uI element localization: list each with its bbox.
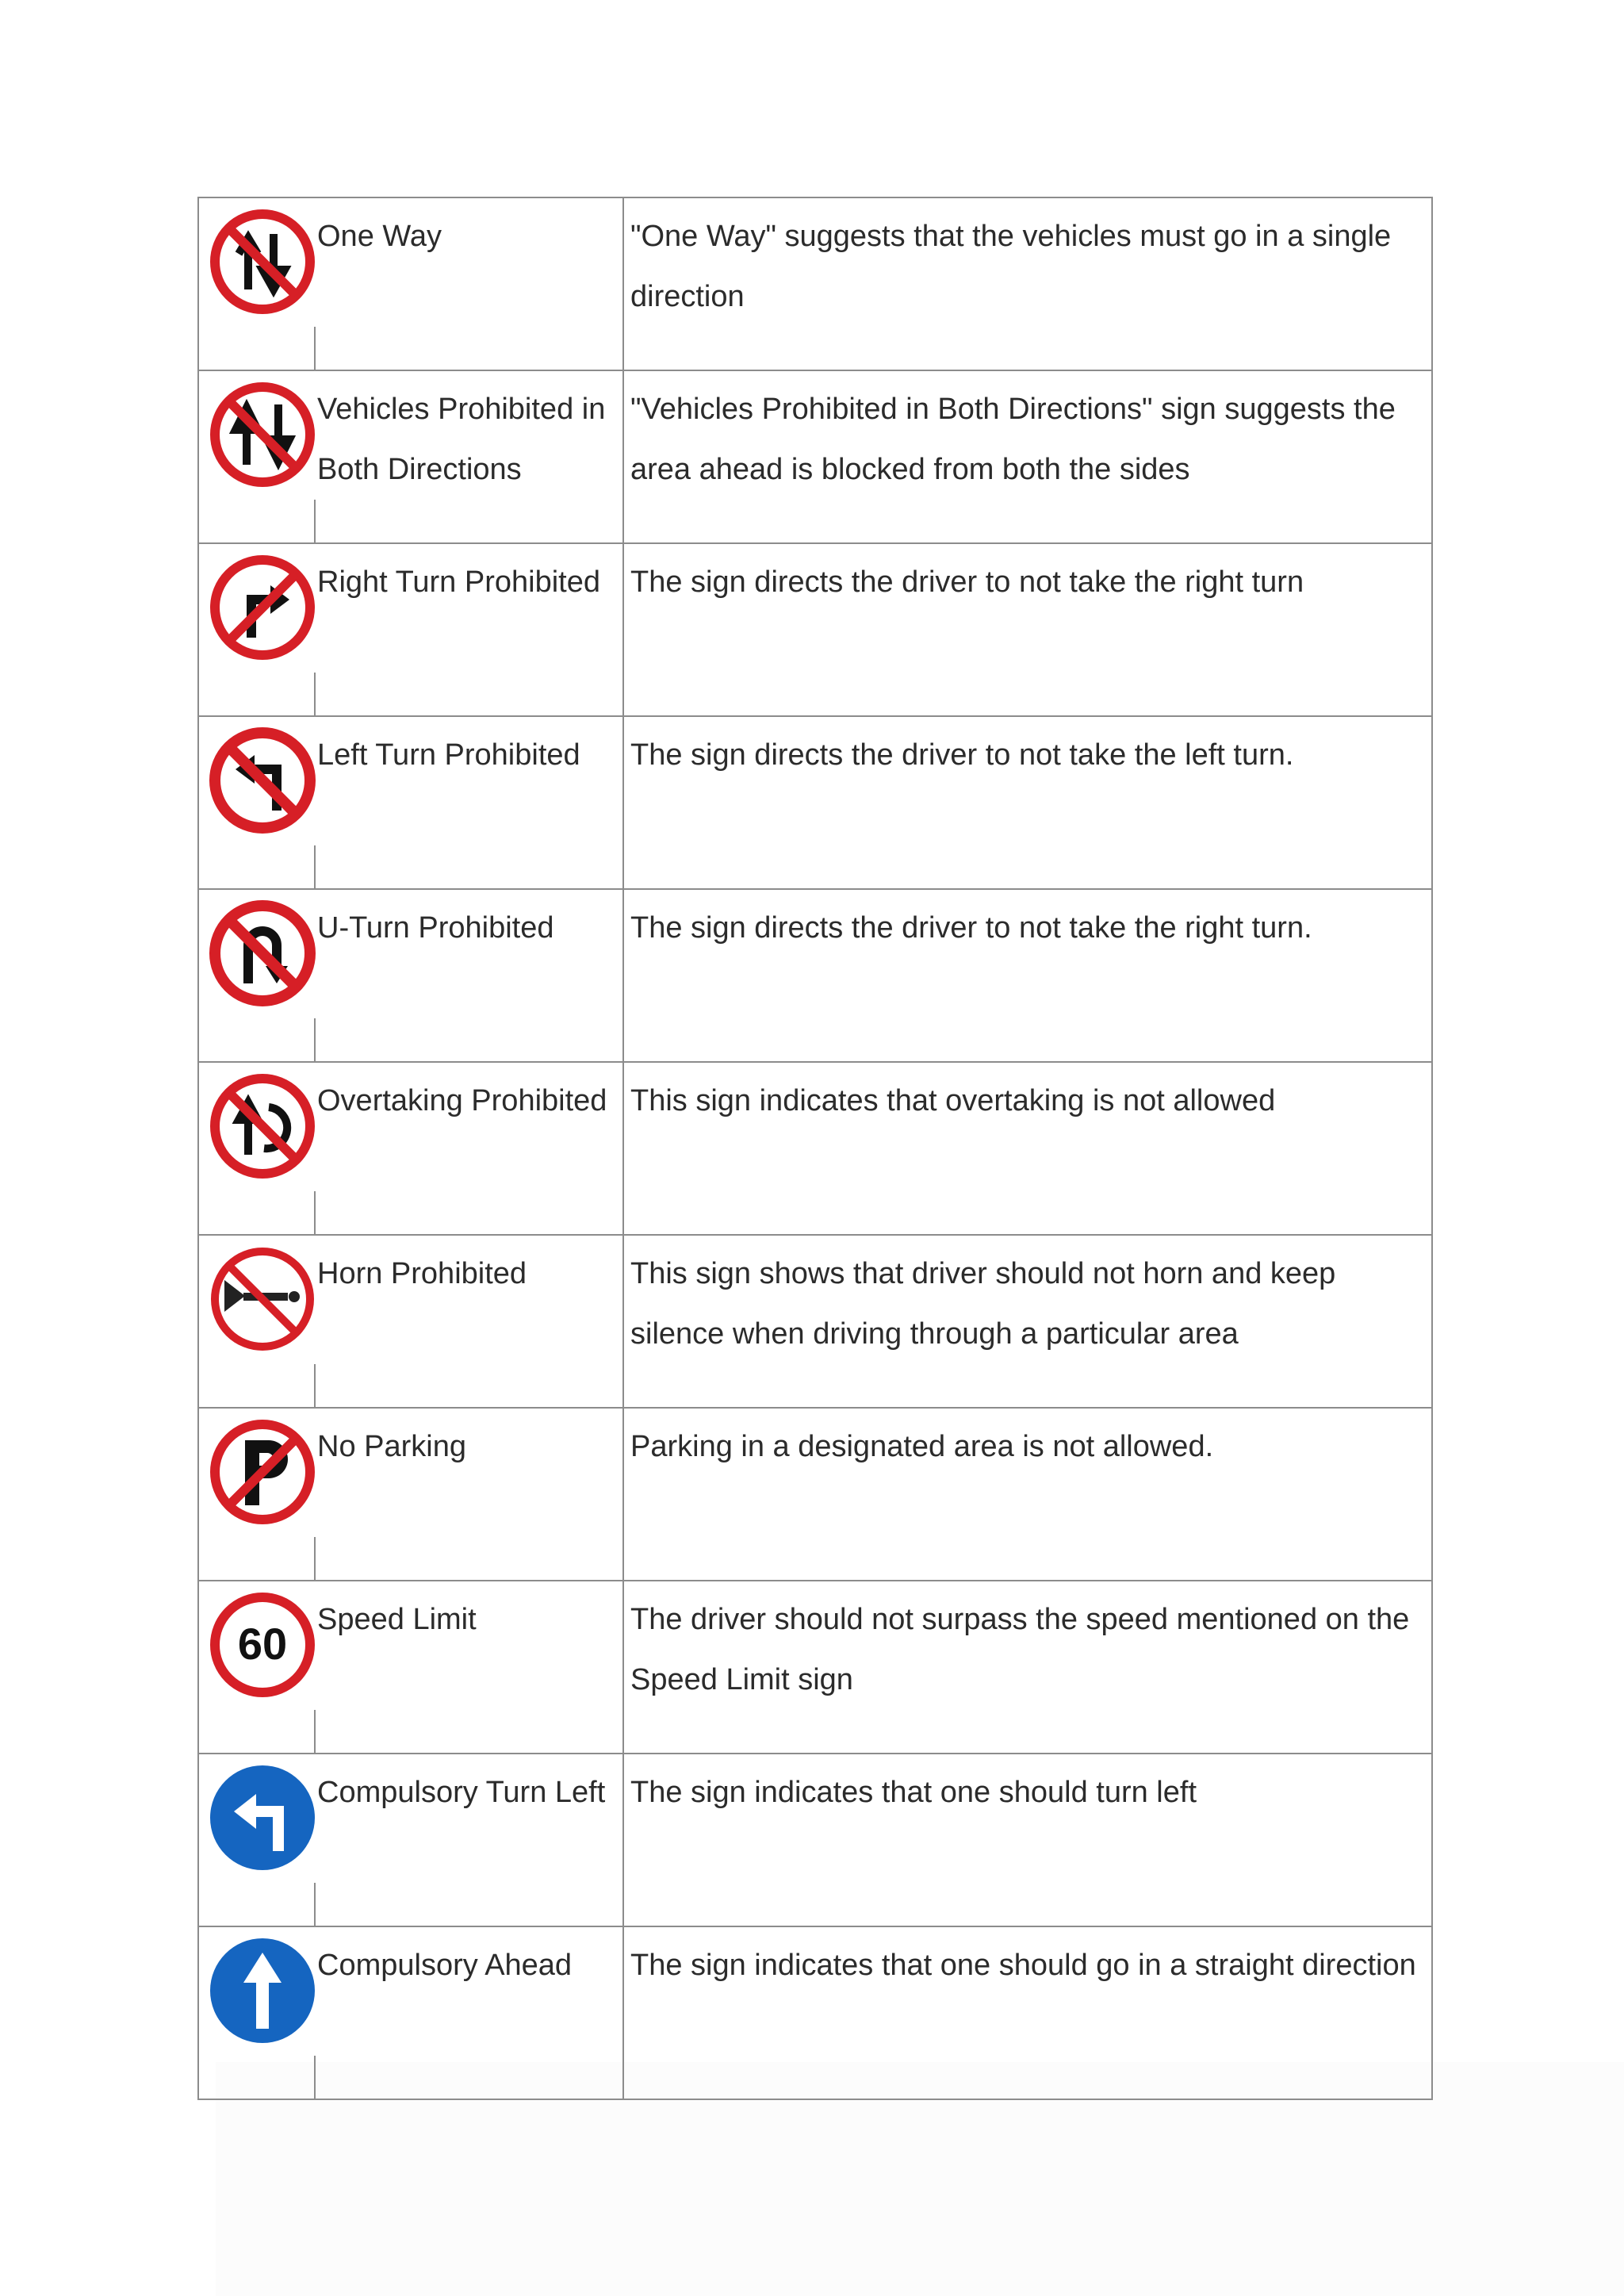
sign-name: Speed Limit [317,1603,477,1636]
cell-divider [314,1364,316,1407]
sign-description: The sign indicates that one should go in a straight direction [630,1949,1416,1982]
cell-divider [314,1883,316,1926]
table-row [198,1581,1432,1754]
compulsory-ahead-icon [207,1935,318,2046]
sign-name-cell [314,543,623,716]
speed-limit-value: 60 [237,1619,288,1669]
sign-description-cell [623,889,1432,1062]
sign-name-cell [314,1408,623,1581]
sign-name-cell [314,1581,623,1754]
sign-name: Right Turn Prohibited [317,565,600,599]
table-row [198,197,1432,370]
sign-description: The sign indicates that one should turn left [630,1776,1197,1809]
sign-name: Vehicles Prohibited in Both Directions [317,393,606,486]
table-row [198,1926,1432,2099]
sign-name: No Parking [317,1430,466,1463]
sign-description-cell [623,543,1432,716]
sign-description-cell [623,1062,1432,1235]
table-row [198,1408,1432,1581]
sign-icon-cell [198,370,314,543]
sign-name-cell [314,716,623,889]
sign-name: Left Turn Prohibited [317,738,580,772]
cell-divider [314,1018,316,1061]
table-row [198,1062,1432,1235]
sign-icon-cell [198,543,314,716]
sign-name: Overtaking Prohibited [317,1084,607,1117]
cell-divider [314,1191,316,1234]
sign-name-cell [314,889,623,1062]
sign-name-cell [314,197,623,370]
sign-icon-cell [198,197,314,370]
traffic-signs-table [197,197,1433,2100]
sign-name-cell [314,1062,623,1235]
cell-divider [314,2056,316,2099]
no-parking-icon [207,1416,318,1527]
table-row [198,370,1432,543]
vehicles-prohibited-both-directions-icon [207,379,318,490]
sign-description-cell [623,1754,1432,1926]
sign-name: Horn Prohibited [317,1257,527,1290]
cell-divider [314,327,316,370]
sign-description-cell [623,1926,1432,2099]
sign-name-cell [314,370,623,543]
one-way-prohibited-icon [207,206,318,317]
sign-icon-cell [198,716,314,889]
sign-description-cell [623,370,1432,543]
sign-name-cell [314,1235,623,1408]
overtaking-prohibited-icon [207,1071,318,1182]
sign-icon-cell [198,1408,314,1581]
table-row [198,889,1432,1062]
sign-description: The driver should not surpass the speed mentioned on the Speed Limit sign [630,1603,1410,1696]
sign-description: The sign directs the driver to not take the right turn [630,565,1304,599]
horn-prohibited-icon [207,1244,318,1355]
sign-description: This sign indicates that overtaking is not allowed [630,1084,1276,1117]
sign-description: "One Way" suggests that the vehicles must go in a single direction [630,220,1392,313]
sign-description: The sign directs the driver to not take the left turn. [630,738,1294,772]
cell-divider [314,1537,316,1580]
sign-description: "Vehicles Prohibited in Both Directions" sign suggests the area ahead is blocked from both the sides [630,393,1396,486]
sign-description: Parking in a designated area is not allowed. [630,1430,1214,1463]
sign-name-cell [314,1926,623,2099]
sign-description-cell [623,1408,1432,1581]
sign-icon-cell [198,1926,314,2099]
sign-icon-cell [198,1062,314,1235]
sign-icon-cell [198,1754,314,1926]
sign-name: Compulsory Ahead [317,1949,573,1982]
left-turn-prohibited-icon [207,725,318,836]
sign-icon-cell [198,1235,314,1408]
sign-icon-cell [198,889,314,1062]
sign-name: U-Turn Prohibited [317,911,554,945]
table-row [198,1754,1432,1926]
cell-divider [314,1710,316,1753]
table-row [198,1235,1432,1408]
cell-divider [314,845,316,888]
table-row [198,543,1432,716]
sign-icon-cell [198,1581,314,1754]
speed-limit-icon [207,1589,318,1700]
right-turn-prohibited-icon [207,552,318,663]
sign-description-cell [623,197,1432,370]
u-turn-prohibited-icon [207,898,318,1009]
table-row [198,716,1432,889]
compulsory-turn-left-icon [207,1762,318,1873]
sign-description-cell [623,1235,1432,1408]
sign-name: One Way [317,220,442,253]
sign-name-cell [314,1754,623,1926]
sign-description: The sign directs the driver to not take the right turn. [630,911,1312,945]
cell-divider [314,500,316,542]
sign-description-cell [623,1581,1432,1754]
cell-divider [314,673,316,715]
sign-description: This sign shows that driver should not horn and keep silence when driving through a particular area [630,1257,1336,1351]
sign-description-cell [623,716,1432,889]
sign-name: Compulsory Turn Left [317,1776,606,1809]
